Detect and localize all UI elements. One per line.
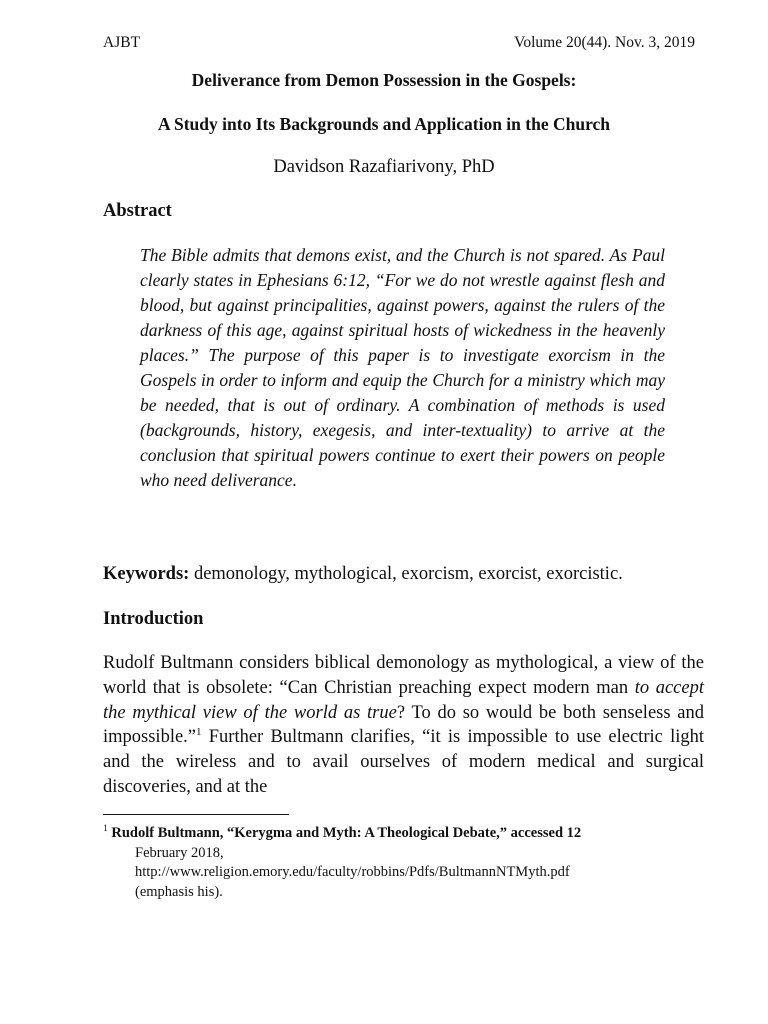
abstract-heading: Abstract (103, 201, 172, 221)
running-header (103, 34, 695, 52)
keywords-text: demonology, mythological, exorcism, exorcist, exorcistic. (189, 564, 623, 584)
title-line-2: A Study into Its Backgrounds and Application in the Church (157, 114, 611, 134)
footnote-reference[interactable]: 1 (196, 726, 202, 739)
title-line-1: Deliverance from Demon Possession in the Gospels: (191, 70, 577, 90)
intro-text-part2: ? To do so would be both senseless and impossible.” (103, 702, 705, 748)
journal-name: AJBT (103, 34, 141, 51)
footnote-url[interactable]: http://www.religion.emory.edu/faculty/robbins/Pdfs/BultmannNTMyth.pdf (135, 864, 570, 880)
footnote-marker: 1 (103, 824, 108, 835)
keywords-line (103, 564, 708, 585)
author-name: Davidson Razafiarivony, PhD (273, 157, 495, 177)
abstract-text: The Bible admits that demons exist, and the Church is not spared. As Paul clearly states in Ephesians 6:12, “For we do not wrestle against flesh and blood, but against principalities, against powers, against the rulers of the darkness of this age, against spiritual hosts of wickedness in the heavenly places.” The purpose of this paper is to investigate exorcism in the Gospels in order to inform and equip the Church for a ministry which may be needed, that is out of ordinary. A combination of methods is used (backgrounds, history, exegesis, and inter-textuality) to arrive at the conclusion that spiritual powers continue to exert their powers on people who need deliverance. (140, 245, 665, 490)
issue-info: Volume 20(44). Nov. 3, 2019 (514, 34, 695, 51)
footnote-note: (emphasis his). (135, 883, 223, 900)
intro-text-part1: Rudolf Bultmann considers biblical demonology as mythological, a view of the world that is obsolete: “Can Christian preaching expect modern man (103, 653, 704, 698)
footnote-date: February 2018, (135, 844, 224, 861)
intro-text-part3: Further Bultmann clarifies, “it is impossible to use electric light and the wireless and to avail ourselves of modern medical and surgical discoveries, and at the (103, 727, 704, 797)
footnote-divider (103, 814, 289, 815)
intro-text-italic: to accept the mythical view of the world as true (103, 677, 704, 723)
introduction-heading: Introduction (103, 609, 204, 629)
keywords-label: Keywords: (103, 564, 190, 584)
footnote-citation: Rudolf Bultmann, “Kerygma and Myth: A Theological Debate,” accessed 12 (111, 825, 582, 841)
footnote (103, 824, 683, 902)
introduction-paragraph (103, 651, 704, 800)
